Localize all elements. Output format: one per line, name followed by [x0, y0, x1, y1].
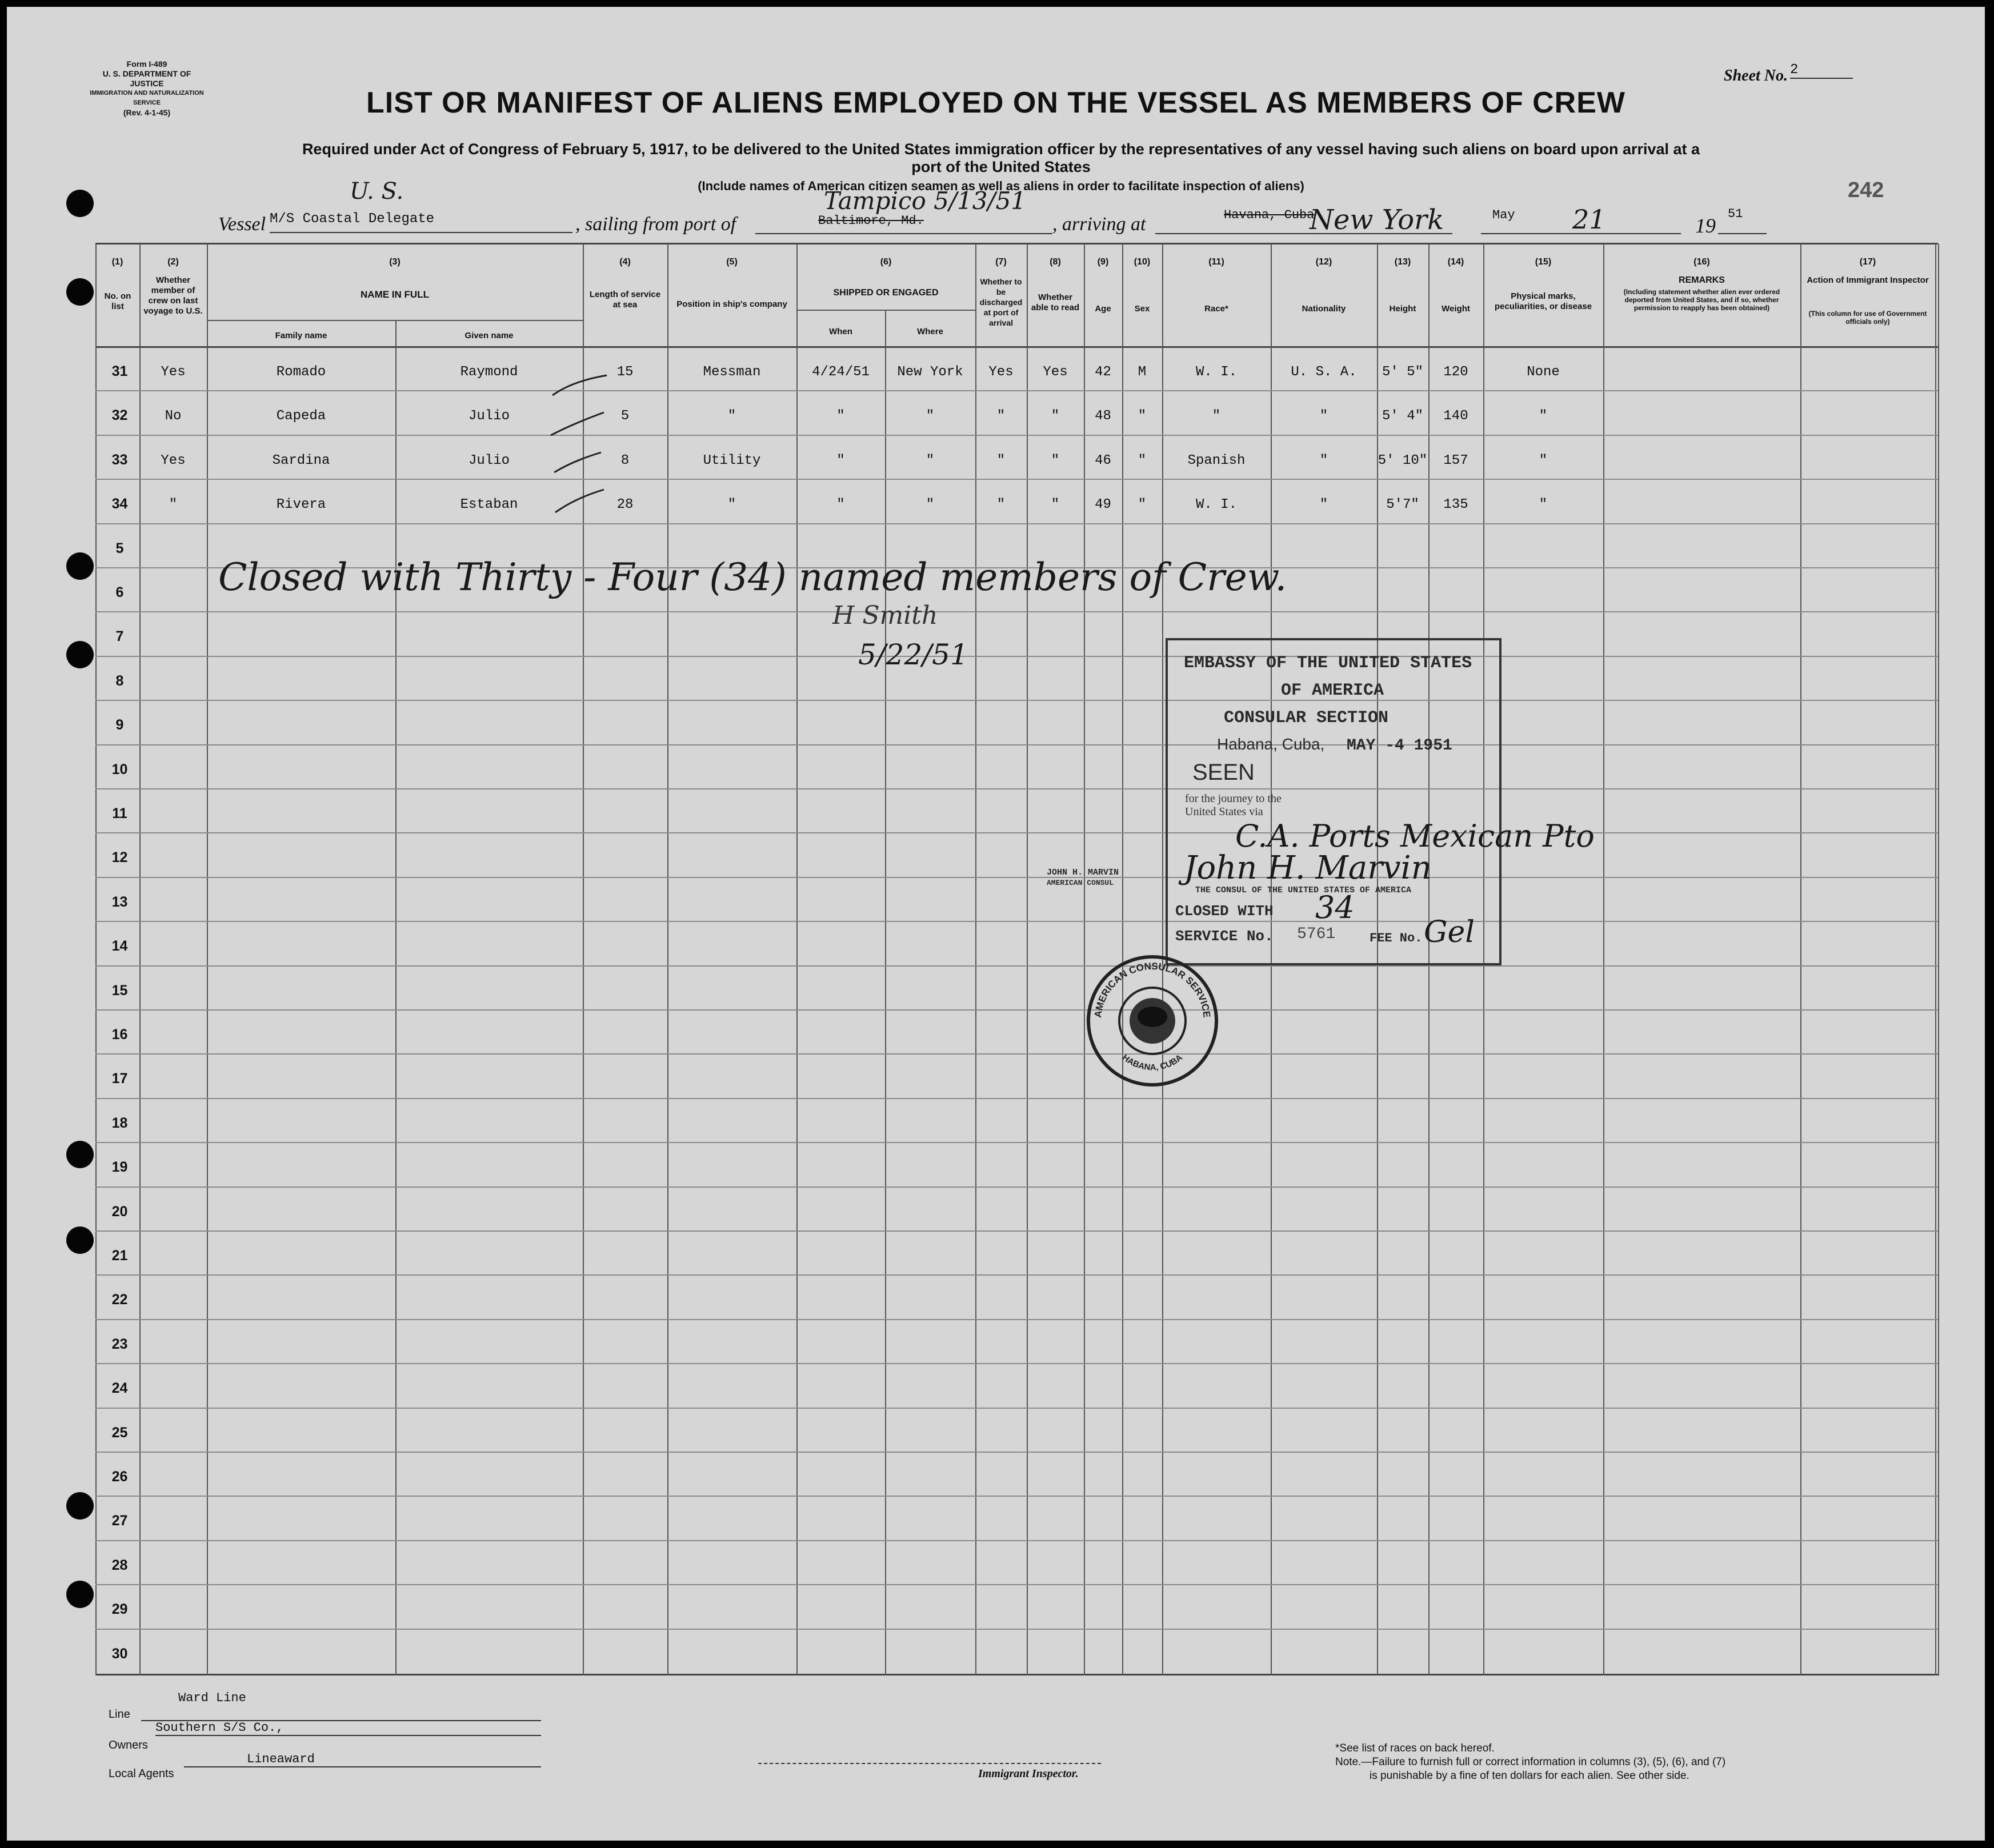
cell-marks: ": [1539, 408, 1548, 424]
consul-title: AMERICAN CONSUL: [1047, 879, 1114, 887]
cell-sex: ": [1138, 452, 1147, 468]
consul-name: JOHN H. MARVIN: [1047, 868, 1119, 877]
cell-marks: ": [1539, 452, 1548, 468]
row-rule: [95, 1319, 1938, 1320]
row-number: 21: [111, 1248, 128, 1264]
cell-marks: None: [1527, 364, 1560, 380]
column-rule: [1935, 244, 1936, 1675]
arriving-label: , arriving at: [1052, 214, 1146, 235]
cell-height: 5' 4": [1382, 408, 1423, 424]
row-number: 7: [115, 628, 124, 645]
binder-hole: [66, 641, 94, 668]
cell-read: Yes: [1043, 364, 1068, 380]
row-number: 24: [111, 1380, 128, 1397]
row-rule: [95, 523, 1938, 524]
cell-when: ": [836, 497, 845, 513]
cell-height: 5' 5": [1382, 364, 1423, 380]
colnum-2: (2): [167, 257, 179, 267]
cell-sex: ": [1138, 497, 1147, 513]
head-shipped-engaged: SHIPPED OR ENGAGED: [833, 288, 939, 298]
colnum-4: (4): [619, 257, 631, 267]
cell-when: ": [836, 452, 845, 468]
row-rule: [95, 832, 1938, 833]
stamp-line1: EMBASSY OF THE UNITED STATES: [1184, 654, 1472, 673]
cell-age: 46: [1095, 452, 1111, 468]
cell-age: 48: [1095, 408, 1111, 424]
cell-given: Julio: [468, 452, 510, 468]
stamp-via-handwritten: C.A. Ports Mexican Pto: [1235, 818, 1595, 854]
form-revision: (Rev. 4-1-45): [123, 108, 171, 117]
sailing-port-original: Baltimore, Md.: [818, 214, 924, 228]
row-number: 16: [111, 1027, 128, 1043]
cell-read: ": [1051, 452, 1060, 468]
arrival-port-original: Havana, Cuba: [1224, 208, 1315, 222]
cell-age: 49: [1095, 497, 1111, 513]
row-rule: [95, 1540, 1938, 1541]
colnum-5: (5): [726, 257, 738, 267]
sheet-label: Sheet No.: [1724, 67, 1788, 85]
cell-marks: ": [1539, 497, 1548, 513]
row-rule: [95, 700, 1938, 701]
row-number: 10: [111, 761, 128, 777]
cell-weight: 135: [1443, 497, 1468, 513]
colnum-7: (7): [995, 257, 1007, 267]
stamp-journey-1: for the journey to the: [1185, 792, 1282, 805]
cell-prev: Yes: [161, 452, 186, 468]
head-physical-marks: Physical marks, peculiarities, or disease: [1494, 291, 1592, 311]
row-rule: [95, 390, 1938, 391]
cell-where: ": [926, 408, 935, 424]
cell-service: 28: [616, 497, 634, 513]
cell-discharged: ": [996, 497, 1006, 513]
stamp-journey-2: United States via: [1185, 805, 1263, 818]
row-rule: [95, 1363, 1938, 1364]
head-sex: Sex: [1134, 304, 1150, 314]
row-rule: [95, 1629, 1938, 1630]
manifest-sheet: [7, 7, 1985, 1841]
svg-text:HABANA, CUBA: [1120, 1053, 1184, 1073]
stamp-service-label: SERVICE No.: [1175, 928, 1274, 945]
row-number: 18: [111, 1115, 128, 1131]
cell-discharged: Yes: [988, 364, 1014, 380]
stamp-line3: CONSULAR SECTION: [1224, 708, 1389, 728]
row-rule: [95, 1230, 1938, 1232]
column-rule: [885, 310, 886, 1675]
cell-position: ": [727, 497, 736, 513]
cell-family: Sardina: [272, 452, 330, 468]
row-number: 5: [115, 540, 124, 556]
binder-hole: [66, 1581, 94, 1608]
cell-height: 5' 10": [1378, 452, 1428, 468]
inspector-signature-line: [758, 1755, 1101, 1764]
cell-when: ": [836, 408, 845, 424]
cell-weight: 140: [1443, 408, 1468, 424]
footer-note-1: Note.—Failure to furnish full or correct information in columns (3), (5), (6), and (7): [1335, 1756, 1726, 1768]
cell-race: ": [1212, 408, 1221, 424]
page-title: LIST OR MANIFEST OF ALIENS EMPLOYED ON THE VESSEL AS MEMBERS OF CREW: [366, 86, 1625, 119]
stamp-place: Habana, Cuba,: [1217, 735, 1325, 753]
cell-nationality: ": [1319, 452, 1328, 468]
row-rule: [95, 611, 1938, 612]
row-number: 25: [111, 1424, 128, 1441]
row-rule: [95, 1053, 1938, 1055]
cell-position: ": [727, 408, 736, 424]
row-number: 13: [111, 893, 128, 910]
cell-height: 5'7": [1386, 497, 1419, 513]
head-height: Height: [1389, 304, 1416, 314]
sheet-number: [1724, 62, 1853, 85]
cell-given: Raymond: [460, 364, 518, 380]
consular-seal: [1081, 949, 1224, 1092]
table-header-bottom-rule: [95, 346, 1938, 348]
form-service: IMMIGRATION AND NATURALIZATION SERVICE: [90, 90, 204, 106]
colnum-9: (9): [1097, 257, 1109, 267]
year-suffix: 51: [1728, 207, 1743, 221]
head-position: Position in ship's company: [676, 299, 787, 309]
cell-service: 5: [620, 408, 630, 424]
arrival-port-handwritten: New York: [1310, 204, 1444, 236]
footer-owners-label: Owners: [109, 1739, 148, 1751]
seal-bottom-text: HABANA, CUBA: [1120, 1052, 1184, 1073]
colnum-13: (13): [1394, 257, 1411, 267]
handwritten-tick-marks: [550, 372, 624, 527]
cell-where: ": [926, 497, 935, 513]
footer-races-note: *See list of races on back hereof.: [1335, 1742, 1495, 1754]
cell-weight: 157: [1443, 452, 1468, 468]
footer-line-field: [141, 1706, 541, 1721]
row-number: 17: [111, 1071, 128, 1087]
column-rule: [1938, 244, 1939, 1675]
colnum-6: (6): [880, 257, 892, 267]
head-race: Race*: [1204, 304, 1228, 314]
page-stamp-number: 242: [1848, 178, 1884, 202]
table-top-rule: [95, 243, 1938, 244]
cell-family: Rivera: [276, 497, 326, 513]
head-remarks: REMARKS: [1679, 275, 1725, 285]
row-number: 23: [111, 1336, 128, 1352]
head-action-inspector: Action of Immigrant Inspector: [1807, 275, 1929, 285]
row-number: 9: [115, 717, 124, 733]
cell-race: W. I.: [1195, 497, 1237, 513]
name-subhead-rule: [207, 320, 583, 321]
row-rule: [95, 877, 1938, 878]
head-family-name: Family name: [275, 331, 327, 340]
cell-race: Spanish: [1187, 452, 1246, 468]
cell-prev: No: [165, 408, 182, 424]
cell-nationality: U. S. A.: [1291, 364, 1357, 380]
row-rule: [95, 1274, 1938, 1276]
form-department: U. S. DEPARTMENT OF JUSTICE: [102, 69, 191, 88]
year-prefix: 19: [1695, 214, 1716, 237]
consul-signature: John H. Marvin: [1184, 849, 1432, 887]
row-number: 6: [115, 584, 124, 600]
column-rule: [1603, 244, 1604, 1675]
row-number: 27: [111, 1513, 128, 1529]
cell-weight: 120: [1443, 364, 1468, 380]
row-number: 28: [111, 1557, 128, 1573]
cell-sex: M: [1138, 364, 1147, 380]
head-weight: Weight: [1442, 304, 1470, 314]
row-number: 26: [111, 1469, 128, 1485]
stamp-line2: OF AMERICA: [1281, 681, 1384, 700]
row-number: 8: [115, 672, 124, 689]
row-number: 14: [111, 938, 128, 955]
colnum-14: (14): [1447, 257, 1464, 267]
footer-line-label: Line: [109, 1708, 130, 1721]
row-rule: [95, 1452, 1938, 1453]
subtitle-2: port of the United States: [911, 158, 1091, 175]
closing-statement: Closed with Thirty - Four (34) named members of Crew.: [218, 555, 1287, 599]
cell-nationality: ": [1319, 497, 1328, 513]
cell-age: 42: [1095, 364, 1111, 380]
head-nationality: Nationality: [1302, 304, 1346, 314]
row-rule: [95, 1009, 1938, 1011]
row-number: 33: [111, 451, 128, 468]
row-rule: [95, 656, 1938, 657]
head-when: When: [829, 327, 852, 336]
cell-nationality: ": [1319, 408, 1328, 424]
stamp-consul-line: THE CONSUL OF THE UNITED STATES OF AMERICA: [1195, 885, 1412, 895]
colnum-10: (10): [1134, 257, 1151, 267]
head-age: Age: [1095, 304, 1111, 314]
binder-hole: [66, 278, 94, 306]
cell-prev: ": [169, 497, 178, 513]
row-number: 32: [111, 407, 128, 424]
stamp-service-value: 5761: [1297, 925, 1336, 943]
row-number: 30: [111, 1645, 128, 1662]
stamp-closed-value: 34: [1315, 889, 1355, 925]
row-rule: [95, 1186, 1938, 1188]
head-action-note: (This column for use of Government officials only): [1808, 310, 1927, 326]
row-rule: [95, 788, 1938, 789]
cell-service: 8: [620, 452, 630, 468]
head-previous-voyage: Whether member of crew on last voyage to U.S.: [143, 275, 203, 316]
row-rule: [95, 1584, 1938, 1585]
cell-race: W. I.: [1195, 364, 1237, 380]
footer-line-value: Ward Line: [178, 1691, 246, 1705]
colnum-12: (12): [1315, 257, 1332, 267]
stamp-closed-label: CLOSED WITH: [1175, 903, 1274, 920]
footer-owners-value: Southern S/S Co.,: [155, 1721, 541, 1736]
cell-prev: Yes: [161, 364, 186, 380]
row-number: 31: [111, 363, 128, 379]
stamp-date: MAY -4 1951: [1347, 737, 1452, 755]
footer-note-2: is punishable by a fine of ten dollars for each alien. See other side.: [1370, 1770, 1689, 1782]
row-number: 11: [112, 805, 127, 821]
row-rule: [95, 1496, 1938, 1497]
colnum-11: (11): [1208, 257, 1224, 267]
cell-where: ": [926, 452, 935, 468]
cell-family: Capeda: [276, 408, 326, 424]
head-no-on-list: No. on list: [104, 291, 131, 311]
cell-read: ": [1051, 408, 1060, 424]
head-name-in-full: NAME IN FULL: [361, 289, 429, 300]
cell-given: Julio: [468, 408, 510, 424]
footer-agents-label: Local Agents: [109, 1767, 174, 1780]
cell-position: Utility: [703, 452, 761, 468]
cell-when: 4/24/51: [812, 364, 870, 380]
row-number: 15: [111, 982, 128, 999]
cell-read: ": [1051, 497, 1060, 513]
vessel-name: M/S Coastal Delegate: [270, 211, 572, 233]
closing-date: 5/22/51: [858, 638, 968, 671]
sailing-port-handwritten: Tampico 5/13/51: [824, 187, 1027, 215]
row-number: 20: [111, 1203, 128, 1220]
subtitle-3: (Include names of American citizen seamen as well as aliens in order to facilitate inspection of aliens): [698, 179, 1304, 193]
row-number: 29: [111, 1601, 128, 1618]
head-where: Where: [917, 327, 943, 336]
colnum-3: (3): [389, 257, 401, 267]
table-bottom-rule: [95, 1674, 1938, 1675]
cell-discharged: ": [996, 408, 1006, 424]
stamp-fee-value: Gel: [1424, 915, 1475, 949]
row-number: 34: [111, 496, 128, 512]
row-rule: [95, 744, 1938, 745]
stamp-seen: SEEN: [1192, 760, 1255, 785]
closing-initials: H Smith: [832, 601, 938, 630]
colnum-15: (15): [1535, 257, 1552, 267]
cell-service: 15: [616, 364, 634, 380]
head-discharged: Whether to be discharged at port of arrival: [979, 277, 1023, 327]
column-rule: [95, 244, 97, 1675]
form-number: Form I-489: [126, 59, 167, 69]
row-rule: [95, 479, 1938, 480]
colnum-8: (8): [1050, 257, 1061, 267]
column-rule: [1800, 244, 1801, 1675]
cell-sex: ": [1138, 408, 1147, 424]
binder-hole: [66, 1141, 94, 1168]
vessel-label: Vessel: [218, 214, 266, 235]
row-rule: [95, 1408, 1938, 1409]
row-rule: [95, 1142, 1938, 1143]
row-rule: [95, 921, 1938, 922]
cell-family: Romado: [276, 364, 326, 380]
row-number: 19: [111, 1159, 128, 1176]
head-given-name: Given name: [465, 331, 514, 340]
colnum-17: (17): [1859, 257, 1876, 267]
row-rule: [95, 435, 1938, 436]
sheet-value: 2: [1790, 62, 1853, 79]
vessel-prefix: U. S.: [350, 178, 404, 205]
head-able-read: Whether able to read: [1031, 292, 1080, 312]
cell-where: New York: [897, 364, 963, 380]
sailing-label: , sailing from port of: [575, 214, 736, 235]
arrival-month: May: [1492, 208, 1515, 222]
cell-position: Messman: [703, 364, 761, 380]
seal-ring-text: AMERICAN CONSULAR SERVICE: [1092, 960, 1212, 1019]
cell-discharged: ": [996, 452, 1006, 468]
subtitle-1: Required under Act of Congress of February 5, 1917, to be delivered to the United States immigration officer by the representatives of any vessel having such aliens on board upon arrival at a: [302, 141, 1700, 158]
binder-hole: [66, 552, 94, 580]
stamp-fee-label: FEE No.: [1370, 931, 1423, 945]
binder-hole: [66, 1492, 94, 1520]
row-rule: [95, 1098, 1938, 1099]
footer-agents-value: Lineaward: [184, 1752, 541, 1767]
colnum-16: (16): [1693, 257, 1710, 267]
footer-inspector-label: Immigrant Inspector.: [978, 1767, 1079, 1780]
row-number: 22: [111, 1292, 128, 1308]
row-rule: [95, 965, 1938, 967]
head-length-service: Length of service at sea: [589, 290, 661, 310]
cell-given: Estaban: [460, 497, 518, 513]
binder-hole: [66, 1226, 94, 1254]
row-number: 12: [111, 849, 128, 866]
head-remarks-note: (Including statement whether alien ever ordered deported from United States, and if so, whether permission to reapply has been obtained): [1623, 288, 1780, 312]
colnum-1: (1): [111, 257, 123, 267]
arrival-day: 21: [1572, 204, 1606, 235]
